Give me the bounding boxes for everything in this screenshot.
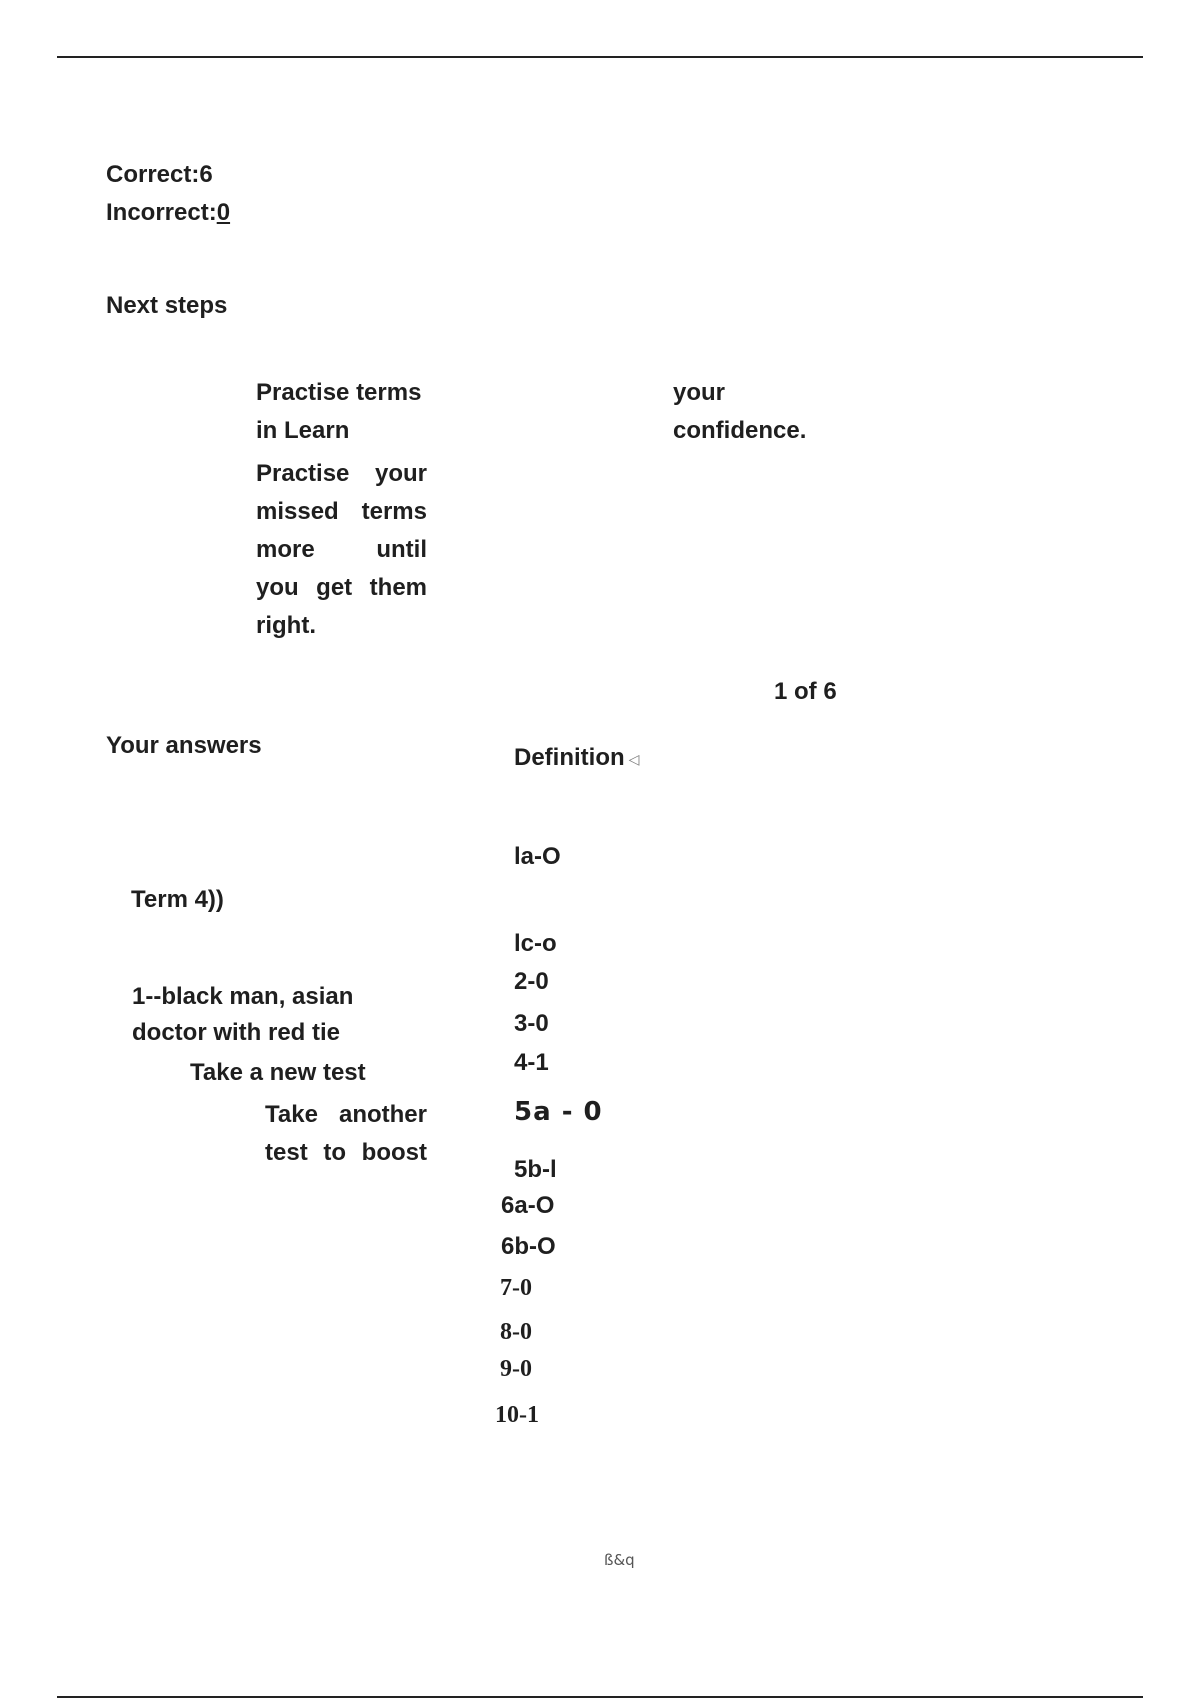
test-option-description-continued: your xyxy=(673,379,726,406)
definition-item: 5a - 0 xyxy=(514,1097,603,1127)
footer-mark: ß&q xyxy=(604,1551,635,1569)
learn-option-title[interactable]: Practise terms xyxy=(256,379,422,406)
progress-indicator: 1 of 6 xyxy=(774,678,837,705)
speaker-icon[interactable]: ◁ xyxy=(628,750,640,767)
audio-icon[interactable]: 4)) xyxy=(194,886,224,913)
test-option-description: test to boost xyxy=(265,1139,427,1166)
definition-item: lc-o xyxy=(514,930,557,957)
definition-item: 5b-l xyxy=(514,1156,557,1183)
definition-item: 6a-O xyxy=(501,1192,555,1219)
top-rule xyxy=(57,56,1143,58)
definition-item: 2-0 xyxy=(514,968,549,995)
learn-option-description: you get them xyxy=(256,574,427,601)
term-label: Term 4)) xyxy=(131,886,224,913)
learn-option-description: right. xyxy=(256,612,316,639)
definition-item: 4-1 xyxy=(514,1049,549,1076)
test-option-description-continued: confidence. xyxy=(673,417,807,444)
learn-option-description: Practise your xyxy=(256,460,427,487)
bottom-rule xyxy=(57,1696,1143,1698)
learn-option-description: missed terms xyxy=(256,498,427,525)
test-option-description: Take another xyxy=(265,1101,427,1128)
definition-item: 8-0 xyxy=(500,1319,532,1345)
definition-item: 3-0 xyxy=(514,1010,549,1037)
definition-item: 9-0 xyxy=(500,1356,532,1382)
your-answers-heading: Your answers xyxy=(106,732,262,759)
incorrect-count: Incorrect:0 xyxy=(106,199,231,226)
definition-label: Definition ◁ xyxy=(514,739,639,778)
correct-count: Correct:6 xyxy=(106,161,213,188)
definition-item: 7-0 xyxy=(500,1275,532,1301)
test-option-title[interactable]: Take a new test xyxy=(190,1059,366,1086)
term-text: 1--black man, asian xyxy=(132,983,354,1010)
definition-item: 10-1 xyxy=(495,1402,539,1428)
definition-item: la-O xyxy=(514,843,561,870)
next-steps-heading: Next steps xyxy=(106,292,228,319)
term-text: doctor with red tie xyxy=(132,1019,341,1046)
definition-item: 6b-O xyxy=(501,1233,556,1260)
learn-option-title[interactable]: in Learn xyxy=(256,417,350,444)
learn-option-description: more until xyxy=(256,536,427,563)
